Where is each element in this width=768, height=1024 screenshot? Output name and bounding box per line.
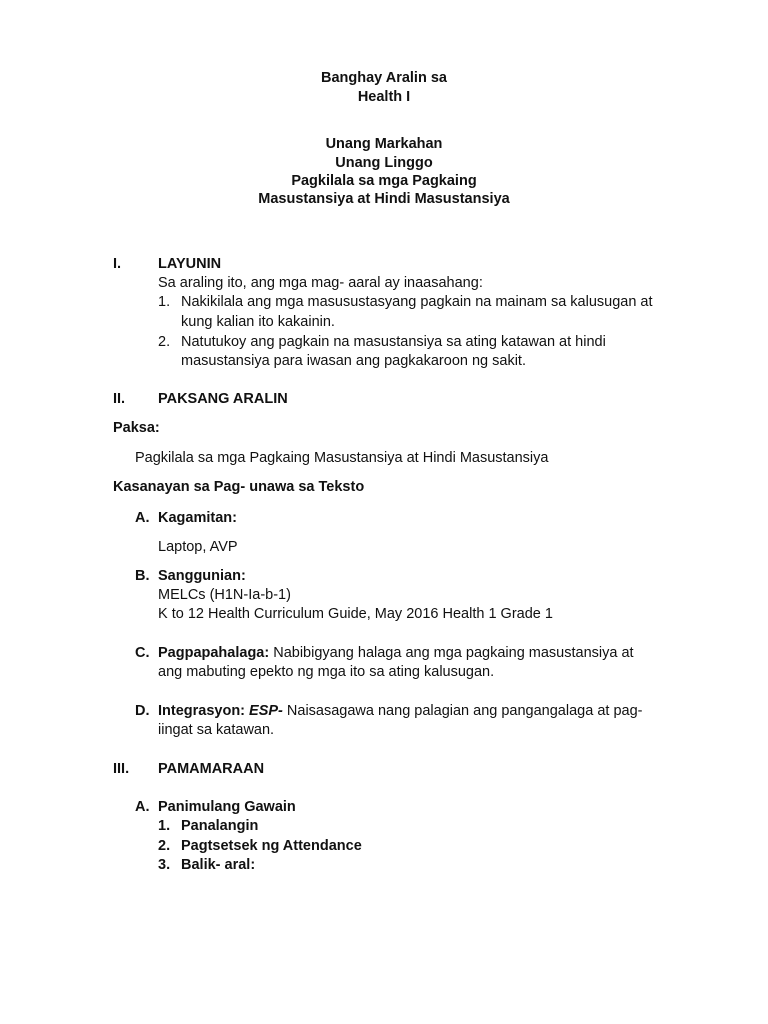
header-quarter: Unang Markahan	[325, 136, 443, 152]
procedure-3-label: Balik- aral:	[181, 857, 256, 873]
item-c-letter: C.	[135, 645, 150, 661]
integrasyon-label: Integrasyon:	[158, 703, 250, 719]
paksa-label: Paksa:	[113, 420, 160, 436]
item-d-letter: D.	[135, 703, 150, 719]
header-topic-line1: Pagkilala sa mga Pagkaing	[291, 173, 477, 189]
section2-numeral: II.	[113, 391, 126, 407]
kagamitan-label: Kagamitan:	[158, 510, 237, 526]
item-b-letter: B.	[135, 568, 150, 584]
sanggunian-value-2: K to 12 Health Curriculum Guide, May 2016 Health 1 Grade 1	[158, 606, 553, 622]
sanggunian-label: Sanggunian:	[158, 568, 246, 584]
header-topic-line2: Masustansiya at Hindi Masustansiya	[258, 191, 510, 207]
procedure-1-number: 1.	[158, 818, 171, 834]
objective-1-line1: Nakikilala ang mga masusustasyang pagkain na mainam sa kalusugan at	[181, 294, 653, 310]
section1-intro: Sa araling ito, ang mga mag- aaral ay inaasahang:	[158, 275, 483, 291]
pagpapahalaga-text1: Nabibigyang halaga ang mga pagkaing masustansiya at	[269, 645, 634, 661]
procedure-1-label: Panalangin	[181, 818, 259, 834]
procedure-2-label: Pagtsetsek ng Attendance	[181, 838, 362, 854]
procedure-3-number: 3.	[158, 857, 171, 873]
panimula-label: Panimulang Gawain	[158, 799, 296, 815]
kagamitan-value: Laptop, AVP	[158, 539, 238, 555]
section3-title: PAMAMARAAN	[158, 761, 265, 777]
integrasyon-text1: Naisasagawa nang palagian ang pangangalaga at pag-	[282, 703, 643, 719]
pagpapahalaga-text2: ang mabuting epekto ng mga ito sa ating kalusugan.	[158, 664, 495, 680]
pagpapahalaga-label: Pagpapahalaga:	[158, 645, 270, 661]
objective-1-line2: kung kalian ito kakainin.	[181, 314, 335, 330]
pagpapahalaga-line1	[158, 643, 634, 663]
integrasyon-text2: iingat sa katawan.	[158, 722, 275, 738]
objective-2-line2: masustansiya para iwasan ang pagkakaroon ng sakit.	[181, 353, 526, 369]
objective-2-line1: Natutukoy ang pagkain na masustansiya sa ating katawan at hindi	[181, 334, 606, 350]
header-week: Unang Linggo	[335, 155, 433, 171]
paksa-value: Pagkilala sa mga Pagkaing Masustansiya at Hindi Masustansiya	[135, 450, 549, 466]
integrasyon-line1	[158, 701, 642, 721]
header-title-line2: Health I	[357, 89, 411, 105]
section2-title: PAKSANG ARALIN	[158, 391, 288, 407]
objective-2-number: 2.	[158, 334, 171, 350]
section1-numeral: I.	[113, 256, 122, 272]
section1-title: LAYUNIN	[158, 256, 222, 272]
panimula-letter: A.	[135, 799, 150, 815]
header-title-line1: Banghay Aralin sa	[321, 70, 447, 86]
kasanayan-label: Kasanayan sa Pag- unawa sa Teksto	[113, 479, 365, 495]
integrasyon-esp: ESP-	[249, 703, 283, 719]
sanggunian-value-1: MELCs (H1N-Ia-b-1)	[158, 587, 291, 603]
item-a-letter: A.	[135, 510, 150, 526]
objective-1-number: 1.	[158, 294, 171, 310]
section3-numeral: III.	[113, 761, 130, 777]
procedure-2-number: 2.	[158, 838, 171, 854]
